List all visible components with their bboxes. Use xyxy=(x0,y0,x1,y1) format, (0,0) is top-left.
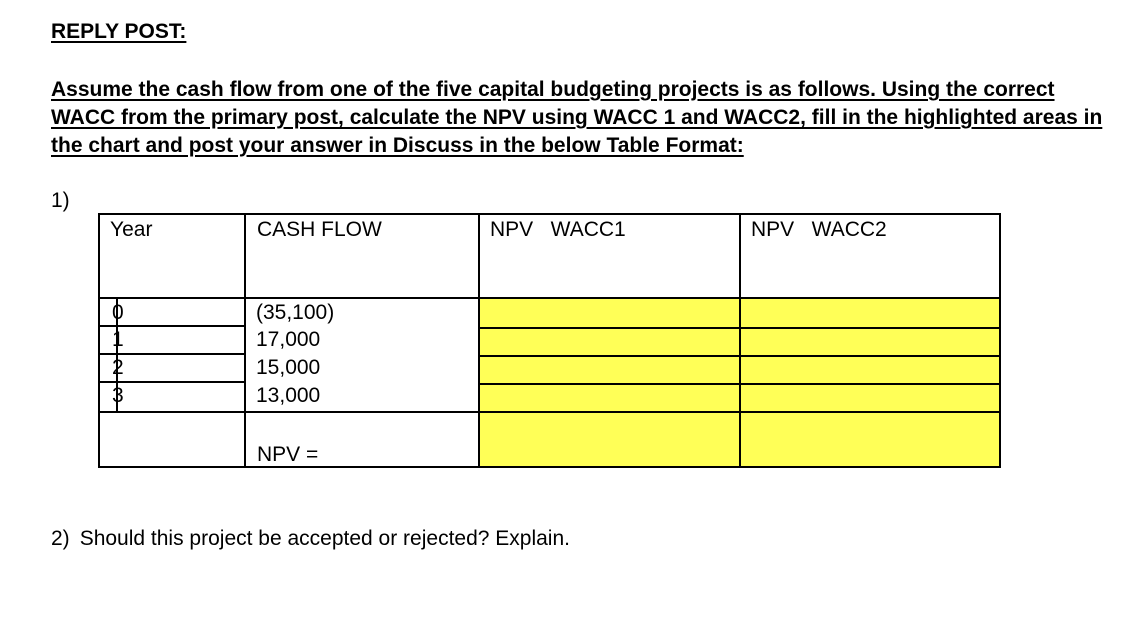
table-divider xyxy=(100,325,244,327)
header-npv-wacc2: NPV WACC2 xyxy=(751,218,887,241)
cash-flow-cell: 15,000 xyxy=(256,356,321,379)
header-cash-flow: CASH FLOW xyxy=(257,218,382,241)
table-divider xyxy=(478,215,480,466)
cash-flow-cell: (35,100) xyxy=(256,301,335,324)
table-divider xyxy=(739,215,741,466)
table-divider xyxy=(100,297,999,299)
header-year: Year xyxy=(110,218,153,241)
table-divider xyxy=(100,353,244,355)
question-2-number: 2) xyxy=(51,527,70,550)
question-1-label: 1) xyxy=(51,189,70,212)
table-divider xyxy=(478,327,999,329)
table-divider xyxy=(478,355,999,357)
table-divider xyxy=(244,215,246,466)
year-cell: 1 xyxy=(112,328,124,351)
year-cell: 2 xyxy=(112,356,124,379)
npv-total-label: NPV = xyxy=(257,443,319,466)
cash-flow-cell: 13,000 xyxy=(256,384,321,407)
cash-flow-cell: 17,000 xyxy=(256,328,321,351)
npv-wacc2-total-highlight[interactable] xyxy=(741,413,999,466)
header-npv-wacc1: NPV WACC1 xyxy=(490,218,626,241)
instructions-paragraph: Assume the cash flow from one of the five capital budgeting projects is as follows. Using the correct WACC from the primary post, calculate the NPV using WACC 1 and WACC2, fill in the highlighted areas in the chart and post your answer in Discuss in the below Table Format: xyxy=(51,78,1103,157)
year-cell: 3 xyxy=(112,384,124,407)
question-2 xyxy=(51,527,570,551)
question-2-text: Should this project be accepted or rejected? Explain. xyxy=(79,527,570,550)
year-cell: 0 xyxy=(112,301,124,324)
table-divider xyxy=(100,411,999,413)
table-divider xyxy=(100,381,244,383)
reply-post-heading: REPLY POST: xyxy=(51,20,187,43)
npv-table xyxy=(98,213,1001,468)
table-divider xyxy=(478,383,999,385)
npv-wacc1-total-highlight[interactable] xyxy=(480,413,739,466)
